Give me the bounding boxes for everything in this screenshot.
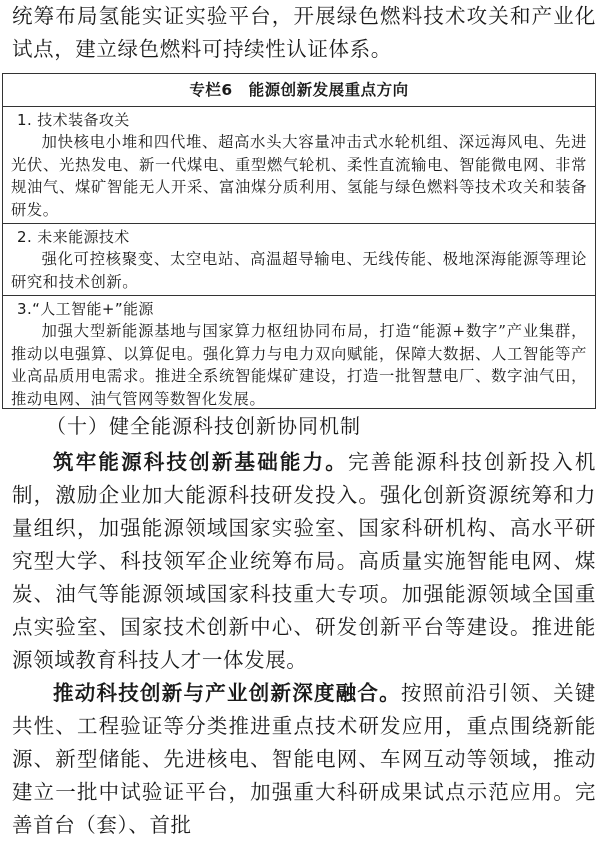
box-section-heading: 1. 技术装备攻关 bbox=[17, 111, 130, 129]
box-section-heading: 3.“人工智能+”能源 bbox=[17, 300, 154, 318]
paragraph-lead: 推动科技创新与产业创新深度融合。 bbox=[53, 681, 401, 705]
box-section-3 bbox=[3, 296, 595, 412]
paragraph-text: 按照前沿引领、关键共性、工程验证等分类推进重点技术研发应用，重点围绕新能源、新型储能、先进核电、智能电网、车网互动等领域，推动建立一批中试验证平台，加强重大科研成果试点示范应用。完善首台（套）、首批 bbox=[12, 681, 596, 837]
paragraph-text: 完善能源科技创新投入机制，激励企业加大能源科技研发投入。强化创新资源统筹和力量组织，加强能源领域国家实验室、国家科研机构、高水平研究型大学、科技领军企业统筹布局。高质量实施智能电网、煤炭、油气等能源领域国家科技重大专项。加强能源领域全国重点实验室、国家技术创新中心、研发创新平台等建设。推进能源领域教育科技人才一体发展。 bbox=[12, 450, 596, 672]
box-section-text: 强化可控核聚变、太空电站、高温超导输电、无线传能、极地深海能源等理论研究和技术创新。 bbox=[11, 250, 587, 291]
box-section-heading: 2. 未来能源技术 bbox=[17, 228, 130, 246]
body-paragraph-1 bbox=[12, 446, 596, 677]
intro-paragraph bbox=[12, 0, 596, 66]
box-section-2 bbox=[3, 224, 595, 296]
box-section-1 bbox=[3, 107, 595, 224]
box-section-text: 加快核电小堆和四代堆、超高水头大容量冲击式水轮机组、深远海风电、先进光伏、光热发电、新一代煤电、重型燃气轮机、柔性直流输电、智能微电网、非常规油气、煤矿智能无人开采、富油煤分质利用、氢能与绿色燃料等技术攻关和装备研发。 bbox=[11, 133, 587, 219]
body-paragraphs bbox=[12, 446, 596, 842]
body-paragraph-2 bbox=[12, 677, 596, 842]
paragraph-lead: 筑牢能源科技创新基础能力。 bbox=[53, 450, 348, 474]
column-box-title: 专栏6 能源创新发展重点方向 bbox=[3, 74, 595, 107]
column-box bbox=[2, 73, 596, 409]
box-section-text: 加强大型新能源基地与国家算力枢纽协同布局，打造“能源+数字”产业集群，推动以电强算、以算促电。强化算力与电力双向赋能，保障大数据、人工智能等产业高品质用电需求。推进全系统智能煤矿建设，打造一批智慧电厂、数字油气田，推动电网、油气管网等数智化发展。 bbox=[11, 322, 587, 408]
section-heading: （十）健全能源科技创新协同机制 bbox=[46, 414, 361, 438]
intro-text: 统筹布局氢能实证实验平台，开展绿色燃料技术攻关和产业化试点，建立绿色燃料可持续性认证体系。 bbox=[12, 4, 596, 61]
